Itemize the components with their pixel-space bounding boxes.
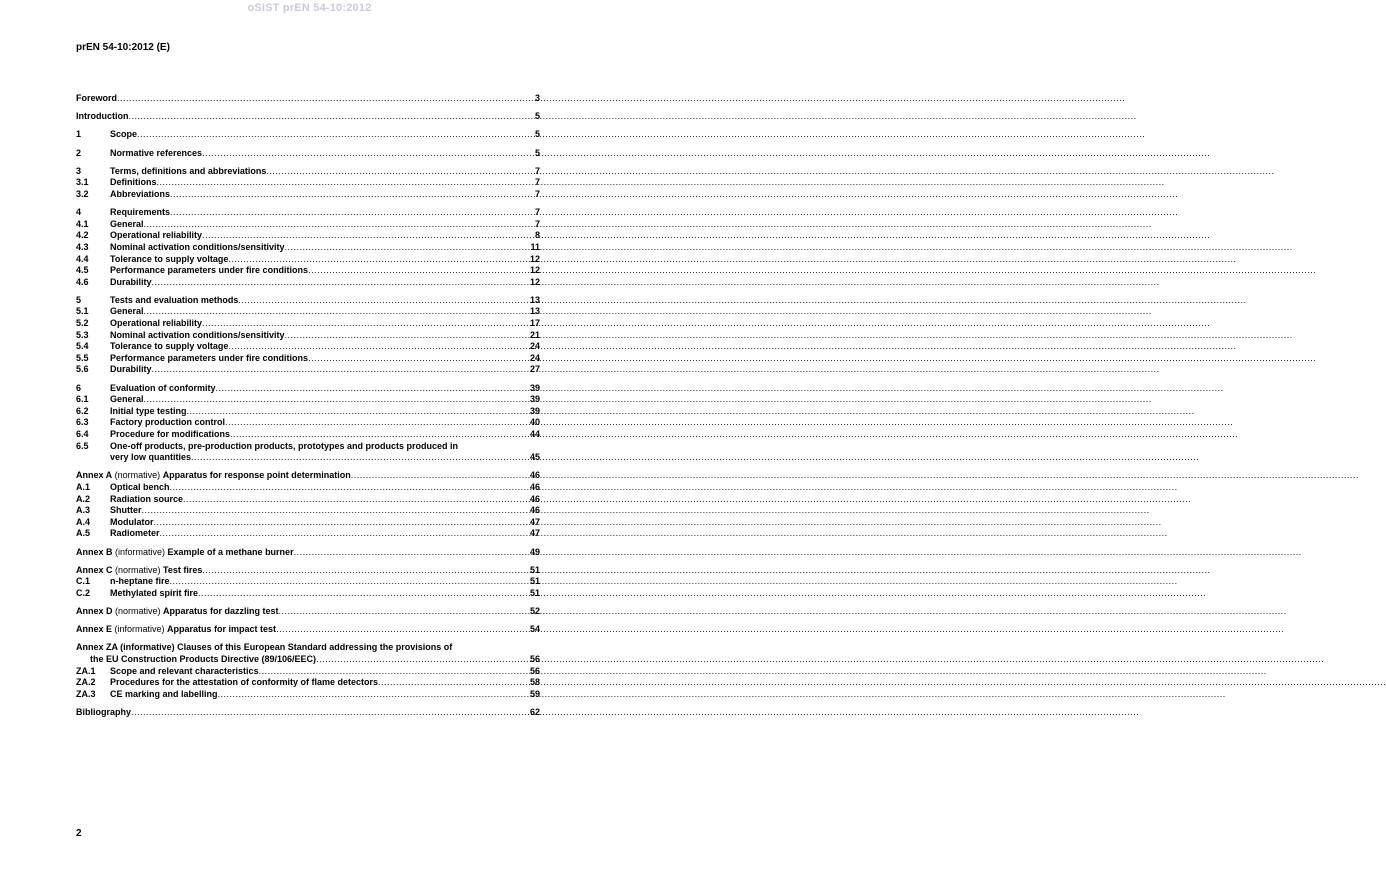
toc-entry-page: 46 [529, 470, 540, 481]
toc-entry-number: 5.5 [76, 352, 89, 363]
toc-entry-title: Nominal activation conditions/sensitivity [110, 241, 285, 252]
toc-entry-page: 46 [529, 493, 540, 504]
toc-entry-title: Procedure for modifications [110, 429, 231, 439]
toc-entry-number: 6 [76, 382, 82, 393]
toc-entry-number: 4.4 [76, 253, 89, 264]
toc-entry-title: Operational reliability [110, 230, 203, 241]
watermark: oSIST prEN 54-10:2012 [247, 2, 372, 14]
toc-entry[interactable] [76, 606, 540, 618]
toc-entry-number: A.3 [76, 505, 91, 516]
toc-entry[interactable] [76, 353, 540, 365]
annex-label: Annex D [76, 606, 113, 617]
toc-entry-page: 13 [529, 306, 540, 317]
dot-leader [225, 417, 529, 429]
dot-leader [294, 547, 529, 559]
table-of-contents [76, 93, 540, 719]
toc-entry-number: 4.1 [76, 218, 89, 229]
toc-entry-title: Durability [110, 276, 152, 287]
toc-entry-page: 13 [529, 294, 540, 305]
toc-entry-page: 56 [529, 665, 540, 676]
dot-leader [351, 470, 529, 482]
toc-entry-page: 51 [529, 564, 540, 575]
toc-entry-page: 51 [529, 576, 540, 587]
toc-entry-title [76, 470, 351, 482]
toc-entry-title: Bibliography [76, 707, 132, 718]
toc-entry[interactable] [76, 189, 540, 201]
dot-leader [308, 353, 529, 365]
toc-entry-number: 5 [76, 294, 82, 305]
toc-entry[interactable] [76, 517, 540, 529]
toc-entry-number: A.5 [76, 528, 91, 539]
toc-entry-page: 8 [534, 230, 540, 241]
toc-entry-page: 47 [529, 516, 540, 527]
dot-leader [170, 482, 529, 494]
toc-entry-title: Normative references [110, 147, 203, 158]
dot-leader [202, 318, 529, 330]
toc-entry[interactable] [76, 265, 540, 277]
toc-entry-number: 5.1 [76, 306, 89, 317]
toc-entry-number: ZA.1 [76, 665, 96, 676]
toc-entry[interactable] [76, 129, 540, 141]
dot-leader [279, 606, 529, 618]
toc-entry-page: 47 [529, 528, 540, 539]
toc-entry[interactable] [76, 429, 540, 441]
toc-entry-title: Introduction [76, 111, 129, 122]
dot-leader [152, 277, 529, 289]
dot-leader [157, 177, 534, 189]
toc-entry-title: Tolerance to supply voltage [110, 341, 229, 352]
dot-leader [154, 517, 529, 529]
toc-entry-title: Scope [110, 129, 138, 140]
toc-entry-page: 7 [534, 207, 540, 218]
dot-leader [316, 654, 529, 666]
toc-entry-title: Radiometer [110, 528, 160, 539]
toc-entry[interactable] [76, 505, 540, 517]
toc-entry-title: General [110, 394, 144, 405]
dot-leader [276, 624, 529, 636]
toc-entry-number: C.1 [76, 576, 91, 587]
toc-entry-number: 3.1 [76, 177, 89, 188]
toc-entry-page: 12 [529, 253, 540, 264]
toc-entry-title: General [110, 306, 144, 317]
toc-entry[interactable] [76, 417, 540, 429]
toc-entry-number: 6.3 [76, 417, 89, 428]
toc-entry-number: 4.2 [76, 230, 89, 241]
toc-entry-title [76, 547, 294, 559]
annex-label: Annex B [76, 546, 113, 557]
toc-entry-title: Initial type testing [110, 405, 187, 416]
toc-entry-page: 49 [529, 546, 540, 557]
toc-entry-page: 24 [529, 341, 540, 352]
toc-entry[interactable] [76, 383, 540, 395]
dot-leader [187, 406, 529, 418]
page-number: 2 [76, 828, 82, 839]
toc-entry-number: A.4 [76, 516, 91, 527]
dot-leader [198, 588, 529, 600]
document-id: prEN 54-10:2012 (E) [76, 42, 170, 53]
dot-leader [170, 576, 529, 588]
annex-title: Example of a methane burner [167, 546, 294, 557]
toc-entry[interactable] [76, 148, 540, 160]
toc-entry-page: 12 [529, 265, 540, 276]
dot-leader [216, 383, 529, 395]
annex-label: Annex E [76, 624, 113, 635]
toc-entry-number: 6.1 [76, 394, 89, 405]
toc-entry[interactable] [76, 588, 540, 600]
toc-entry[interactable] [76, 295, 540, 307]
dot-leader [183, 494, 529, 506]
dot-leader [160, 528, 529, 540]
toc-entry-title: Scope and relevant characteristics [110, 665, 259, 676]
annex-type: (normative) [112, 564, 164, 575]
toc-entry-title: Performance parameters under fire conditions [110, 265, 309, 276]
toc-entry-number: 3.2 [76, 188, 89, 199]
toc-entry-title: One-off products, pre-production products, prototypes and products produced in [110, 440, 458, 451]
toc-entry[interactable] [76, 565, 540, 577]
toc-entry-title: Modulator [110, 516, 154, 527]
dot-leader [308, 265, 529, 277]
toc-entry-number: A.2 [76, 493, 91, 504]
toc-entry-number: 6.5 [76, 440, 89, 451]
toc-entry-number: 4 [76, 207, 82, 218]
toc-entry-title-continued: very low quantities [110, 452, 192, 463]
toc-entry-page: 40 [529, 417, 540, 428]
dot-leader [259, 666, 529, 678]
toc-entry-title: Factory production control [110, 417, 226, 428]
toc-entry-page: 24 [529, 352, 540, 363]
dot-leader [117, 93, 534, 105]
dot-leader [129, 111, 534, 123]
toc-entry[interactable] [76, 576, 540, 588]
toc-entry-page: 17 [529, 318, 540, 329]
toc-entry-page: 44 [529, 429, 540, 439]
toc-entry-page: 5 [534, 129, 540, 140]
toc-entry-title: Nominal activation conditions/sensitivity [110, 329, 285, 340]
toc-entry[interactable] [76, 547, 540, 559]
toc-entry-page: 59 [529, 688, 540, 699]
toc-entry-title [76, 606, 279, 618]
toc-entry[interactable] [76, 230, 540, 242]
toc-entry-page: 27 [529, 364, 540, 375]
toc-entry[interactable] [76, 494, 540, 506]
toc-entry-title: Annex ZA (informative) Clauses of this European Standard addressing the provisions of [76, 642, 453, 653]
toc-entry[interactable] [76, 254, 540, 266]
toc-entry-page: 7 [534, 165, 540, 176]
dot-leader [144, 219, 534, 231]
toc-entry-title: General [110, 218, 144, 229]
annex-title: Apparatus for dazzling test [163, 606, 279, 617]
dot-leader [285, 330, 529, 342]
toc-entry[interactable] [76, 666, 540, 678]
toc-entry-title-continued: the EU Construction Products Directive (89/106/EEC) [90, 654, 317, 665]
toc-entry-title: Shutter [110, 505, 142, 516]
toc-entry-title: Durability [110, 364, 152, 375]
toc-entry-number: 5.2 [76, 318, 89, 329]
toc-entry-title: Tolerance to supply voltage [110, 253, 229, 264]
toc-entry[interactable] [76, 482, 540, 494]
toc-entry-number: 3 [76, 165, 82, 176]
toc-entry[interactable] [76, 166, 540, 178]
dot-leader [202, 565, 529, 577]
dot-leader [202, 230, 534, 242]
toc-entry-page: 46 [529, 481, 540, 492]
dot-leader [137, 129, 534, 141]
toc-entry-title [76, 624, 276, 636]
dot-leader [170, 189, 534, 201]
toc-entry-title: Optical bench [110, 481, 170, 492]
toc-entry-title [76, 565, 202, 577]
toc-entry-number: A.1 [76, 481, 91, 492]
toc-entry[interactable] [76, 330, 540, 342]
toc-entry[interactable] [76, 624, 540, 636]
toc-entry-number: 4.6 [76, 276, 89, 287]
toc-entry-title: n-heptane fire [110, 576, 170, 587]
toc-entry[interactable] [76, 306, 540, 318]
toc-entry[interactable] [76, 219, 540, 231]
dot-leader [228, 254, 529, 266]
dot-leader [131, 707, 529, 719]
dot-leader [285, 242, 530, 254]
toc-entry[interactable] [76, 207, 540, 219]
toc-entry[interactable] [76, 242, 540, 254]
toc-entry-title: Procedures for the attestation of conformity of flame detectors [110, 677, 379, 688]
toc-entry-page: 51 [529, 587, 540, 598]
toc-entry-number: 5.4 [76, 341, 89, 352]
toc-entry-number: 5.6 [76, 364, 89, 375]
toc-entry-number: C.2 [76, 587, 91, 598]
toc-entry-page: 11 [530, 241, 540, 252]
toc-entry-title: Tests and evaluation methods [110, 294, 239, 305]
toc-entry-page: 46 [529, 505, 540, 516]
toc-entry[interactable] [76, 689, 540, 701]
toc-entry[interactable] [76, 470, 540, 482]
toc-entry[interactable] [76, 341, 540, 353]
annex-label: Annex A [76, 470, 113, 481]
toc-entry-page: 7 [534, 188, 540, 199]
toc-entry[interactable] [76, 364, 540, 376]
toc-entry-page: 62 [529, 707, 540, 718]
toc-entry[interactable] [76, 406, 540, 418]
toc-entry-page: 5 [534, 147, 540, 158]
annex-type: (normative) [112, 606, 164, 617]
dot-leader [202, 148, 534, 160]
toc-entry-number: ZA.2 [76, 677, 96, 688]
toc-entry-page: 3 [534, 93, 540, 103]
toc-entry[interactable] [76, 93, 540, 105]
dot-leader [238, 295, 529, 307]
toc-entry-page: 39 [529, 394, 540, 405]
dot-leader [191, 452, 529, 464]
annex-type: (normative) [112, 470, 163, 481]
toc-entry[interactable] [76, 528, 540, 540]
toc-entry-title: Evaluation of conformity [110, 382, 216, 393]
toc-entry-page: 7 [534, 218, 540, 229]
dot-leader [230, 429, 529, 441]
toc-entry-number: 4.3 [76, 241, 89, 252]
toc-entry[interactable] [76, 177, 540, 189]
annex-type: (informative) [112, 546, 168, 557]
dot-leader [142, 505, 529, 517]
toc-entry-title: Definitions [110, 177, 157, 188]
annex-title: Test fires [163, 564, 203, 575]
toc-entry-page: 58 [529, 677, 540, 688]
toc-entry-page: 54 [529, 624, 540, 635]
toc-entry-page: 52 [529, 606, 540, 617]
toc-entry-title: Performance parameters under fire conditions [110, 352, 309, 363]
toc-entry-page: 12 [529, 276, 540, 287]
toc-entry[interactable] [76, 318, 540, 330]
toc-entry-number: 4.5 [76, 265, 89, 276]
toc-entry[interactable] [76, 277, 540, 289]
toc-entry-number: 5.3 [76, 329, 89, 340]
toc-entry[interactable] [76, 441, 540, 464]
toc-entry-page: 45 [529, 452, 540, 463]
toc-entry-number: 1 [76, 129, 82, 140]
toc-entry-title: Methylated spirit fire [110, 587, 199, 598]
toc-entry-page: 39 [529, 405, 540, 416]
toc-entry-title: Foreword [76, 93, 118, 103]
toc-entry-number: 2 [76, 147, 82, 158]
toc-entry-page: 56 [529, 654, 540, 665]
dot-leader [144, 394, 529, 406]
toc-entry[interactable] [76, 707, 540, 719]
toc-entry-page: 5 [534, 111, 540, 122]
toc-entry-title: Terms, definitions and abbreviations [110, 165, 267, 176]
toc-entry[interactable] [76, 394, 540, 406]
toc-entry-title: Radiation source [110, 493, 184, 504]
annex-type: (informative) [112, 624, 168, 635]
dot-leader [218, 689, 529, 701]
toc-entry-page: 21 [529, 329, 540, 340]
toc-entry[interactable] [76, 677, 540, 689]
annex-title: Apparatus for response point determination [162, 470, 351, 481]
toc-entry-number: 6.2 [76, 405, 89, 416]
dot-leader [144, 306, 529, 318]
annex-title: Apparatus for impact test [167, 624, 277, 635]
dot-leader [378, 677, 529, 689]
toc-entry-title: Abbreviations [110, 188, 171, 199]
toc-entry-page: 7 [534, 177, 540, 188]
toc-entry-number: ZA.3 [76, 688, 96, 699]
toc-entry[interactable] [76, 642, 540, 665]
dot-leader [170, 207, 534, 219]
dot-leader [152, 364, 529, 376]
toc-entry-title: Requirements [110, 207, 171, 218]
dot-leader [266, 166, 534, 178]
toc-entry-title: Operational reliability [110, 318, 203, 329]
annex-label: Annex C [76, 564, 113, 575]
toc-entry[interactable] [76, 111, 540, 123]
toc-entry-title: CE marking and labelling [110, 688, 218, 699]
toc-entry-number: 6.4 [76, 429, 89, 439]
dot-leader [228, 341, 529, 353]
toc-entry-page: 39 [529, 382, 540, 393]
